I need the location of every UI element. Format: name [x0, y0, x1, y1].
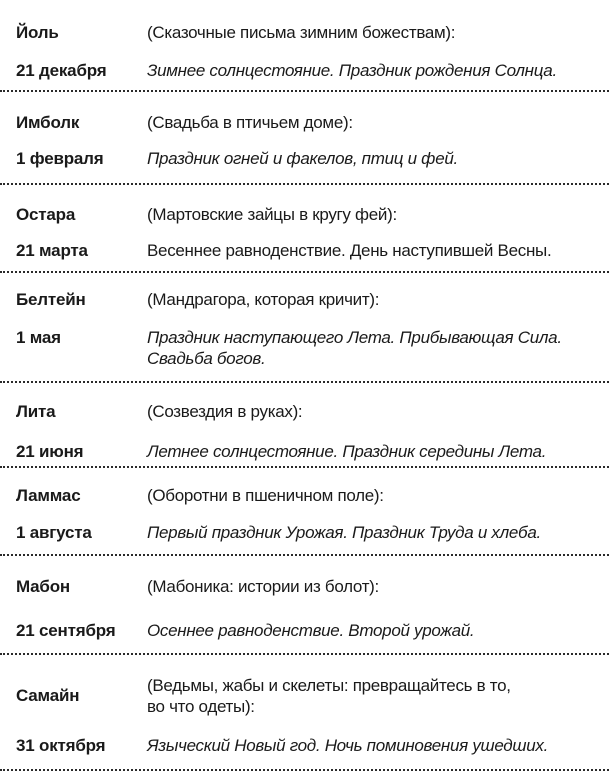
festival-date: 21 декабря — [16, 61, 107, 80]
festival-subtitle: (Мартовские зайцы в кругу фей): — [147, 205, 397, 224]
festival-name: Ламмас — [16, 486, 81, 505]
festival-date: 21 июня — [16, 442, 84, 461]
festival-description: Зимнее солнцестояние. Праздник рождения Солнца. — [147, 61, 557, 80]
festival-description: Первый праздник Урожая. Праздник Труда и хлеба. — [147, 523, 541, 542]
festival-description: Осеннее равноденствие. Второй урожай. — [147, 621, 475, 640]
festival-date: 21 сентября — [16, 621, 116, 640]
festival-subtitle: (Сказочные письма зимним божествам): — [147, 23, 456, 42]
festival-row-beltane — [0, 273, 609, 383]
festival-name: Мабон — [16, 577, 70, 596]
festival-name: Имболк — [16, 113, 80, 132]
festival-date: 1 августа — [16, 523, 92, 542]
festival-date: 1 мая — [16, 328, 61, 347]
festival-subtitle: (Мандрагора, которая кричит): — [147, 290, 380, 309]
festival-name: Йоль — [16, 23, 59, 42]
festival-row-yule — [0, 0, 609, 92]
festival-name: Остара — [16, 205, 76, 224]
festival-description-line1: Праздник наступающего Лета. Прибывающая Сила. — [147, 328, 562, 347]
festival-date: 31 октября — [16, 736, 106, 755]
festival-subtitle: (Оборотни в пшеничном поле): — [147, 486, 384, 505]
festival-row-samhain — [0, 655, 609, 771]
festival-row-mabon — [0, 556, 609, 655]
festival-row-imbolc — [0, 92, 609, 185]
festival-description-line2: Свадьба богов. — [147, 349, 266, 368]
festival-description: Языческий Новый год. Ночь поминовения ушедших. — [147, 736, 548, 755]
festival-name: Самайн — [16, 686, 80, 705]
festival-row-lammas — [0, 468, 609, 556]
festival-row-ostara — [0, 185, 609, 273]
festival-row-litha — [0, 383, 609, 468]
festival-date: 21 марта — [16, 241, 88, 260]
festival-subtitle: (Свадьба в птичьем доме): — [147, 113, 353, 132]
festival-subtitle: (Созвездия в руках): — [147, 402, 303, 421]
festival-name: Лита — [16, 402, 56, 421]
festival-description: Весеннее равноденствие. День наступившей Весны. — [147, 241, 552, 260]
festival-description: Летнее солнцестояние. Праздник середины Лета. — [147, 442, 547, 461]
festival-subtitle: (Мабоника: истории из болот): — [147, 577, 379, 596]
festival-description: Праздник огней и факелов, птиц и фей. — [147, 149, 458, 168]
festival-date: 1 февраля — [16, 149, 104, 168]
festival-subtitle-line1: (Ведьмы, жабы и скелеты: превращайтесь в то, — [147, 676, 511, 695]
festival-name: Белтейн — [16, 290, 86, 309]
festival-subtitle-line2: во что одеты): — [147, 697, 255, 716]
